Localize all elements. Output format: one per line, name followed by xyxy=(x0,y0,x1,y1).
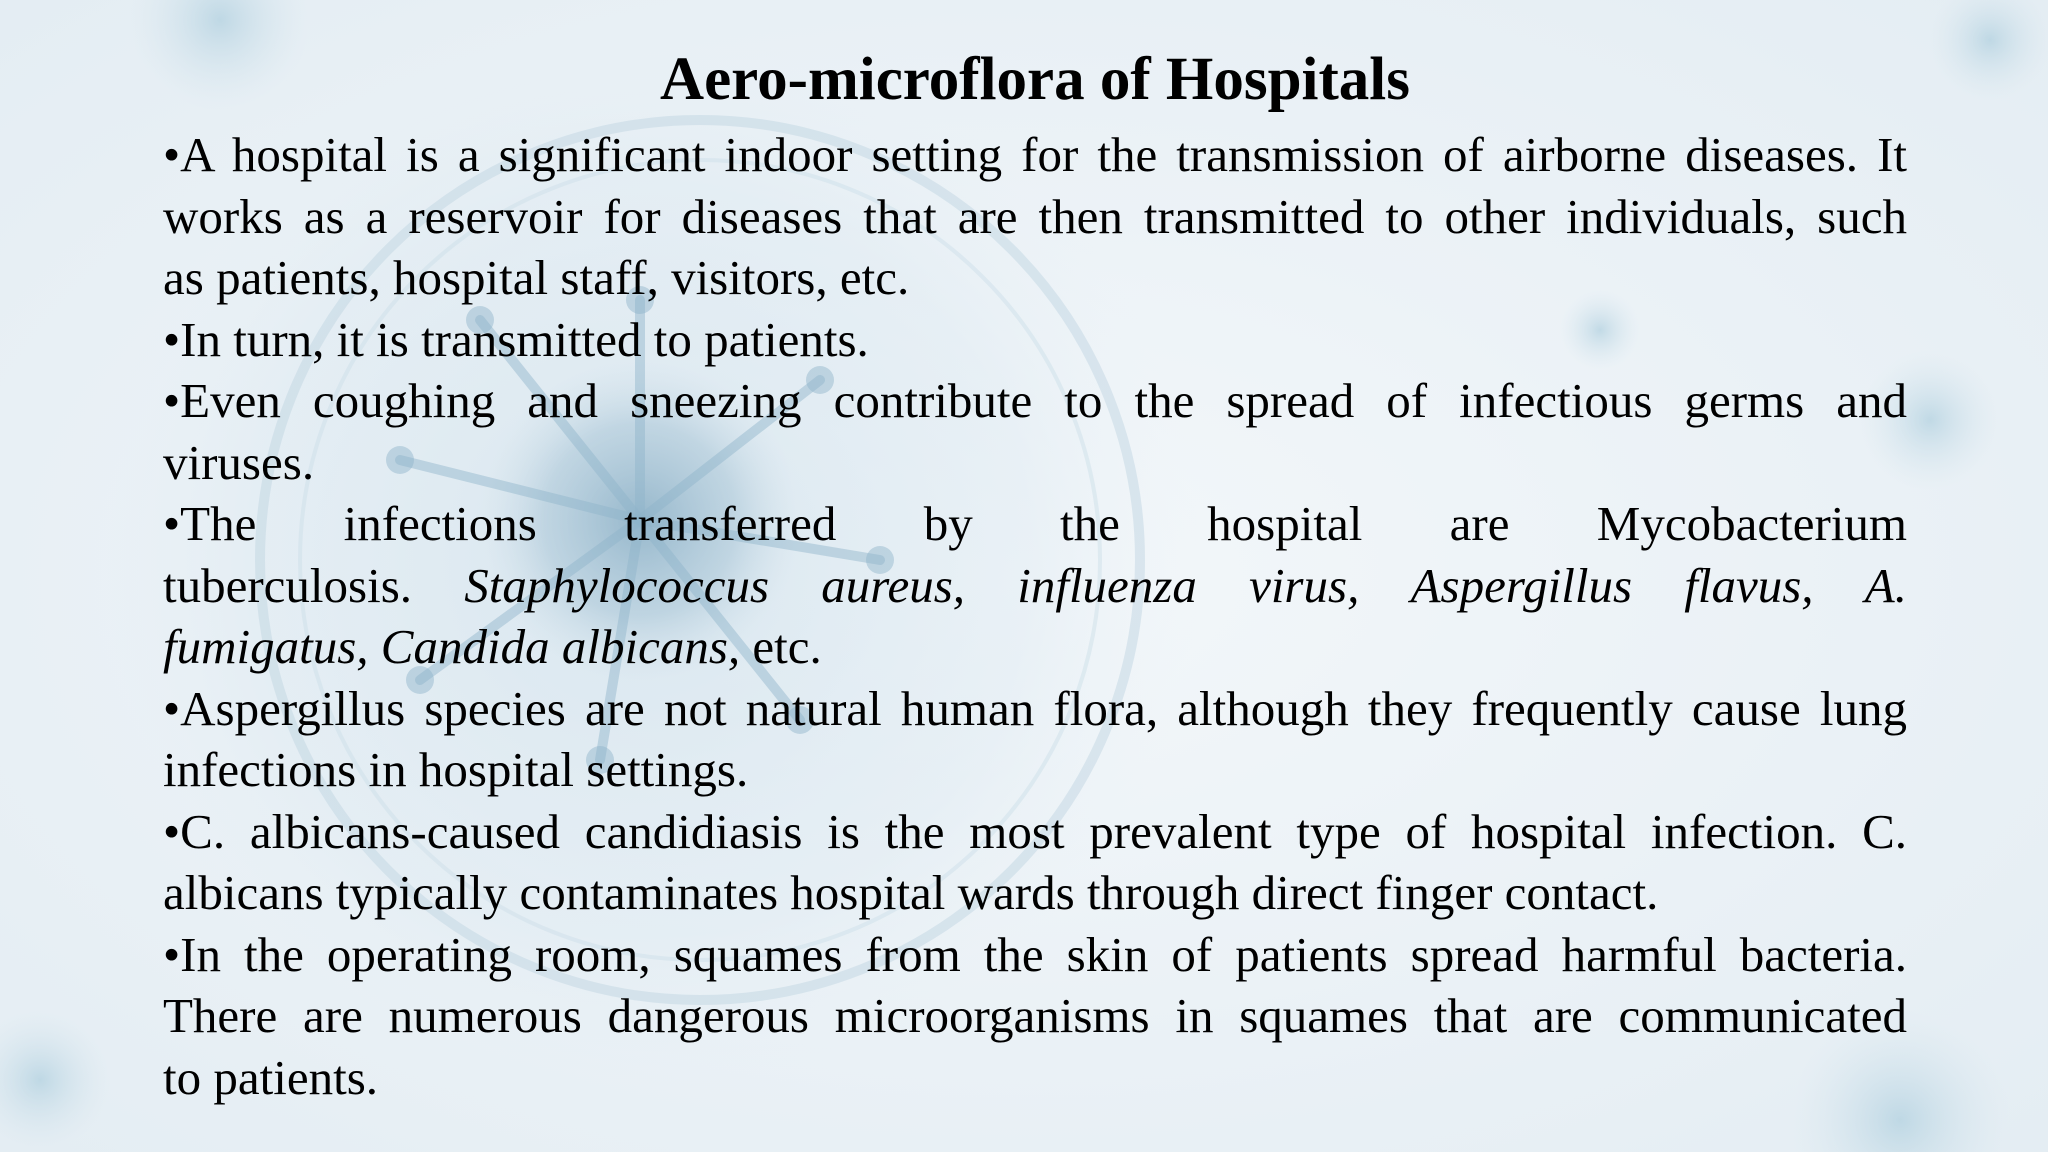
text-line: •In the operating room, squames from the skin of patients spread harmful bacteria. xyxy=(163,926,1907,982)
text-line: to patients. xyxy=(163,1049,379,1105)
bullet-7 xyxy=(163,924,1907,1109)
text-run: tuberculosis. xyxy=(163,557,465,613)
bullet-6 xyxy=(163,801,1907,924)
text-line: •The infections transferred by the hospital are Mycobacterium xyxy=(163,496,1907,551)
text-line: works as a reservoir for diseases that are then transmitted to other individuals, such xyxy=(163,188,1907,244)
bullet-4 xyxy=(163,493,1907,678)
text-line: as patients, hospital staff, visitors, etc. xyxy=(163,250,910,305)
text-line: •C. albicans-caused candidiasis is the most prevalent type of hospital infection. C. xyxy=(163,803,1907,859)
text-line xyxy=(163,616,1907,678)
bullet-3 xyxy=(163,370,1907,493)
bullet-1 xyxy=(163,124,1907,309)
slide-body xyxy=(163,124,1907,1108)
bullet-5 xyxy=(163,678,1907,801)
text-line: •In turn, it is transmitted to patients. xyxy=(163,311,869,367)
slide-title: Aero-microflora of Hospitals xyxy=(660,46,1410,113)
text-line: •Aspergillus species are not natural human flora, although they frequently cause lung xyxy=(163,680,1907,736)
italic-species-names: Staphylococcus aureus, influenza virus, Aspergillus flavus, A. xyxy=(464,557,1907,613)
bullet-2 xyxy=(163,309,1907,371)
italic-species-names: fumigatus, Candida albicans, xyxy=(163,619,741,674)
text-line: viruses. xyxy=(163,434,315,490)
text-line xyxy=(163,555,1907,617)
text-line: infections in hospital settings. xyxy=(163,742,749,797)
text-line: •A hospital is a significant indoor setting for the transmission of airborne diseases. It xyxy=(163,127,1907,182)
text-line: albicans typically contaminates hospital wards through direct finger contact. xyxy=(163,865,1659,920)
text-run: etc. xyxy=(740,619,822,674)
text-line: •Even coughing and sneezing contribute to the spread of infectious germs and xyxy=(163,373,1907,428)
text-line: There are numerous dangerous microorganisms in squames that are communicated xyxy=(163,988,1907,1043)
